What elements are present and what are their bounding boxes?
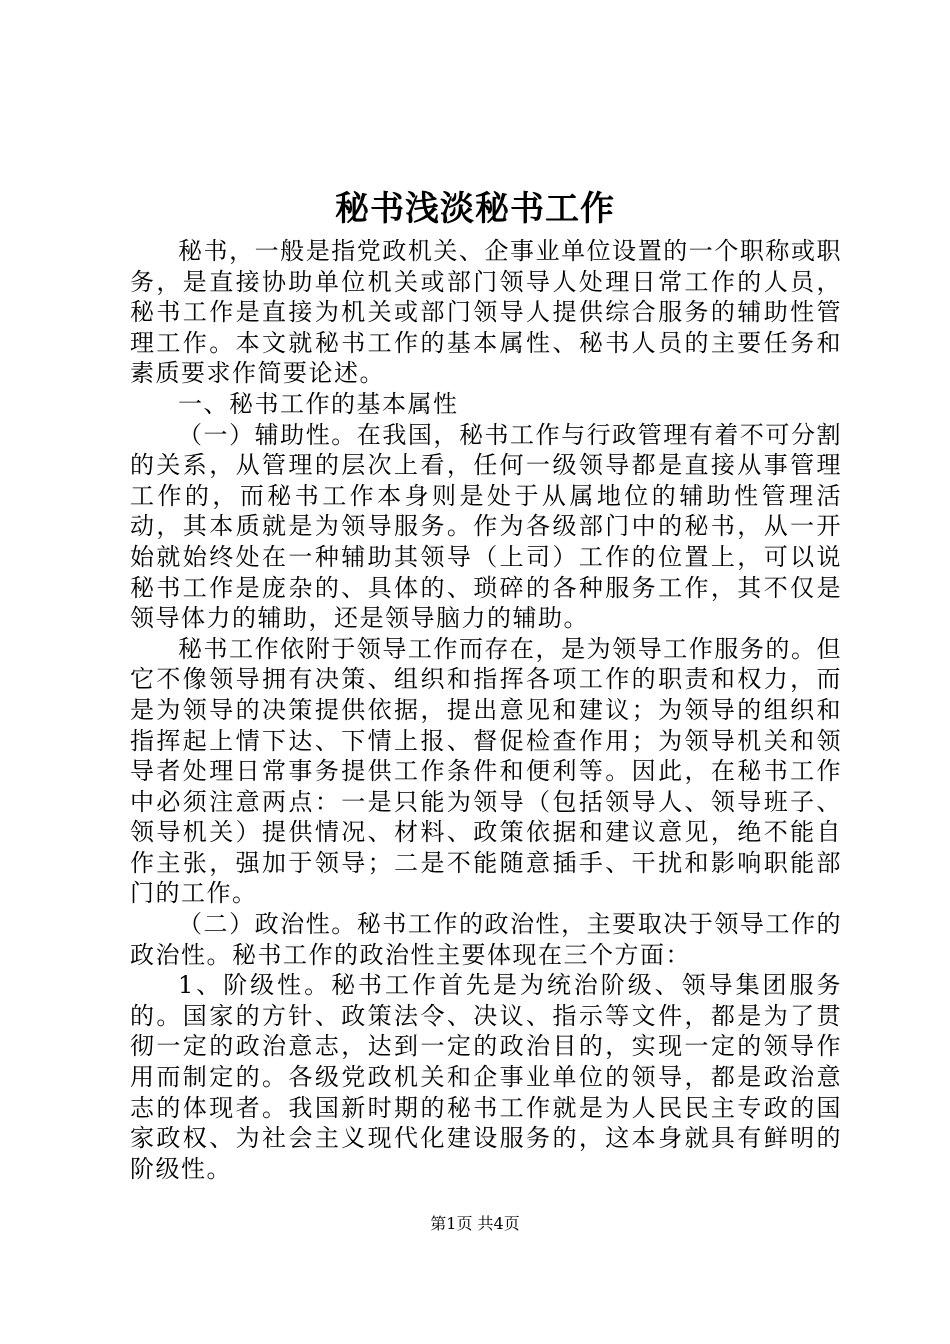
page-number-footer: 第1页 共4页 xyxy=(430,1214,520,1233)
paragraph-auxiliary: （一）辅助性。在我国，秘书工作与行政管理有着不可分割的关系，从管理的层次上看，任何一级领导都是直接从事管理工作的，而秘书工作本身则是处于从属地位的辅助性管理活动，其本质就是为领导服务。作为各级部门中的秘书，从一开始就始终处在一种辅助其领导（上司）工作的位置上，可以说秘书工作是庞杂的、具体的、琐碎的各种服务工作，其不仅是领导体力的辅助，还是领导脑力的辅助。 xyxy=(130,420,842,633)
section-heading-basic-attributes: 一、秘书工作的基本属性 xyxy=(178,389,459,418)
paragraph-class-nature: 1、阶级性。秘书工作首先是为统治阶级、领导集团服务的。国家的方针、政策法令、决议、指示等文件，都是为了贯彻一定的政治意志，达到一定的政治目的，实现一定的领导作用而制定的。各级党政机关和企事业单位的领导，都是政治意志的体现者。我国新时期的秘书工作就是为人民民主专政的国家政权、为社会主义现代化建设服务的，这本身就具有鲜明的阶级性。 xyxy=(130,971,842,1183)
document-body xyxy=(130,236,842,1184)
paragraph-intro: 秘书，一般是指党政机关、企事业单位设置的一个职称或职务，是直接协助单位机关或部门领导人处理日常工作的人员，秘书工作是直接为机关或部门领导人提供综合服务的辅助性管理工作。本文就秘书工作的基本属性、秘书人员的主要任务和素质要求作简要论述。 xyxy=(130,237,842,388)
paragraph-dependency: 秘书工作依附于领导工作而存在，是为领导工作服务的。但它不像领导拥有决策、组织和指挥各项工作的职责和权力，而是为领导的决策提供依据，提出意见和建议；为领导的组织和指挥起上情下达、下情上报、督促检查作用；为领导机关和领导者处理日常事务提供工作条件和便利等。因此，在秘书工作中必须注意两点：一是只能为领导（包括领导人、领导班子、领导机关）提供情况、材料、政策依据和建议意见，绝不能自作主张，强加于领导；二是不能随意插手、干扰和影响职能部门的工作。 xyxy=(130,634,842,908)
paragraph-political: （二）政治性。秘书工作的政治性，主要取决于领导工作的政治性。秘书工作的政治性主要体现在三个方面： xyxy=(130,910,842,969)
document-title: 秘书浅淡秘书工作 xyxy=(335,189,615,229)
